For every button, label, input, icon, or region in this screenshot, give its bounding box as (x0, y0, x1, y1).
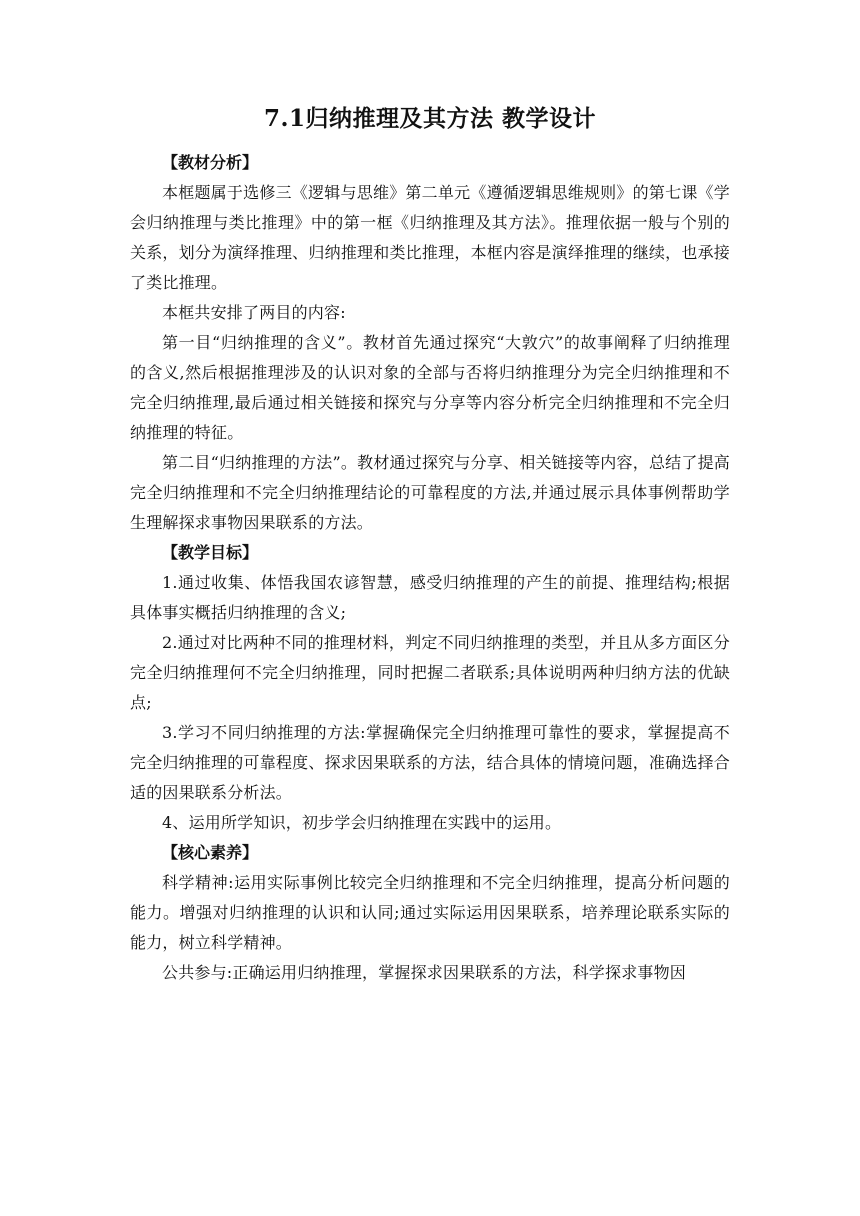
paragraph: 科学精神:运用实际事例比较完全归纳推理和不完全归纳推理，提高分析问题的能力。增强对归纳推理的认识和认同;通过实际运用因果联系，培养理论联系实际的能力，树立科学精神。 (130, 873, 730, 952)
paragraph: 4、运用所学知识，初步学会归纳推理在实践中的运用。 (162, 813, 562, 832)
section-heading-textbook-analysis: 【教材分析】 (162, 153, 259, 172)
document-title: 7.1归纳推理及其方法 教学设计 (263, 105, 597, 132)
paragraph: 2.通过对比两种不同的推理材料，判定不同归纳推理的类型，并且从多方面区分完全归纳推理何不完全归纳推理，同时把握二者联系;具体说明两种归纳方法的优缺点; (130, 633, 730, 712)
document-page (130, 100, 730, 988)
paragraph: 公共参与:正确运用归纳推理，掌握探求因果联系的方法，科学探求事物因 (162, 963, 686, 982)
paragraph: 本框共安排了两目的内容: (162, 303, 346, 322)
section-heading-teaching-goals: 【教学目标】 (162, 543, 259, 562)
paragraph: 本框题属于选修三《逻辑与思维》第二单元《遵循逻辑思维规则》的第七课《学会归纳推理与类比推理》中的第一框《归纳推理及其方法》。推理依据一般与个别的关系，划分为演绎推理、归纳推理和类比推理，本框内容是演绎推理的继续，也承接了类比推理。 (130, 183, 730, 292)
paragraph: 3.学习不同归纳推理的方法:掌握确保完全归纳推理可靠性的要求，掌握提高不完全归纳推理的可靠程度、探求因果联系的方法，结合具体的情境问题，准确选择合适的因果联系分析法。 (130, 723, 730, 802)
paragraph: 1.通过收集、体悟我国农谚智慧，感受归纳推理的产生的前提、推理结构;根据具体事实概括归纳推理的含义; (130, 573, 730, 622)
section-heading-core-literacy: 【核心素养】 (162, 843, 259, 862)
paragraph: 第一目“归纳推理的含义”。教材首先通过探究“大敦穴”的故事阐释了归纳推理的含义,然后根据推理涉及的认识对象的全部与否将归纳推理分为完全归纳推理和不完全归纳推理,最后通过相关链接和探究与分享等内容分析完全归纳推理和不完全归纳推理的特征。 (130, 333, 730, 442)
paragraph: 第二目“归纳推理的方法”。教材通过探究与分享、相关链接等内容，总结了提高完全归纳推理和不完全归纳推理结论的可靠程度的方法,并通过展示具体事例帮助学生理解探求事物因果联系的方法。 (130, 453, 730, 532)
